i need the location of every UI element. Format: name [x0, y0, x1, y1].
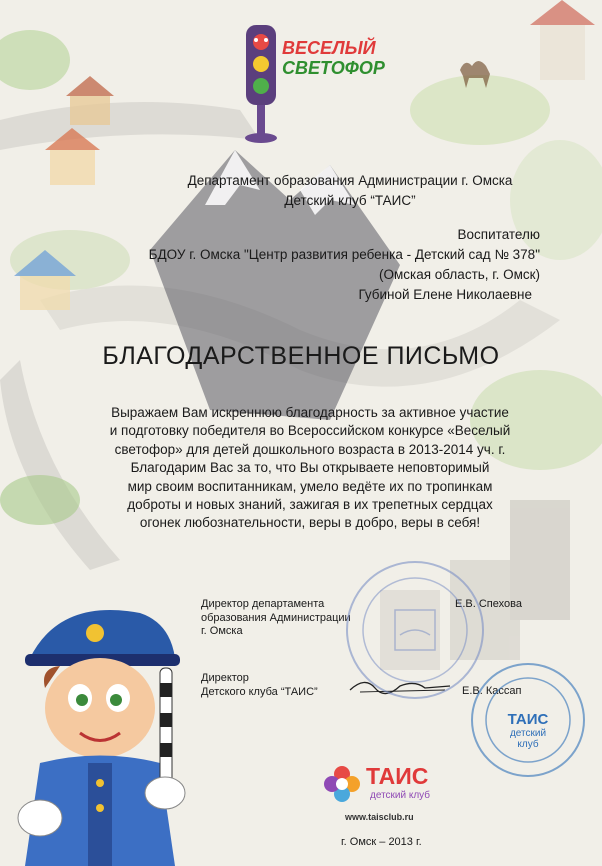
recipient-line4: Губиной Елене Николаевне — [358, 287, 532, 302]
signature-name-2: Е.В. Кассап — [462, 685, 522, 697]
issuer-line2: Детский клуб “ТАИС” — [284, 193, 416, 208]
signature-block-1 — [201, 598, 351, 639]
body-line1: Выражаем Вам искреннюю благодарность за активное участие — [111, 405, 509, 420]
signature-name-1: Е.В. Спехова — [455, 598, 522, 610]
footer-brand-sub: детский клуб — [370, 790, 431, 801]
policeman-boy-illustration-icon — [0, 588, 210, 866]
letter-body — [55, 404, 565, 533]
issuer-line1: Департамент образования Администрации г. Омска — [187, 173, 513, 188]
body-line5: мир своим воспитанникам, умело ведёте их по тропинкам — [127, 478, 493, 494]
sig1-line1: Директор департамента — [201, 598, 325, 610]
tais-stamp-text — [498, 712, 558, 750]
tais-flower-logo-icon — [322, 764, 362, 804]
stamp-line2: детский — [509, 728, 547, 739]
document-title: БЛАГОДАРСТВЕННОЕ ПИСЬМО — [102, 342, 500, 370]
sig1-line2: образования Администрации — [201, 611, 351, 624]
stamp-line1: ТАИС — [507, 711, 549, 728]
recipient-line2: БДОУ г. Омска "Центр развития ребенка - Детский сад № 378" — [148, 247, 540, 262]
body-line4: Благодарим Вас за то, что Вы открываете неповторимый — [130, 460, 490, 476]
stamp-line3: клуб — [517, 739, 539, 750]
logo-line2: СВЕТОФОР — [282, 58, 385, 78]
place-date: г. Омск – 2013 г. — [341, 836, 422, 848]
sig1-line3: г. Омска — [201, 625, 243, 637]
recipient-block — [148, 225, 540, 305]
logo-line1: ВЕСЕЛЫЙ — [282, 38, 376, 58]
body-line6: доброты и новых знаний, зажигая в их трепетных сердцах — [127, 497, 493, 513]
body-line2: и подготовку победителя во Всероссийском конкурсе «Веселый — [109, 423, 511, 439]
sig2-line2: Детского клуба “ТАИС” — [201, 685, 318, 698]
recipient-line3: (Омская область, г. Омск) — [379, 267, 540, 282]
sig2-line1: Директор — [201, 672, 249, 684]
issuer-header — [130, 171, 570, 211]
logo-title — [282, 38, 385, 78]
recipient-line1: Воспитателю — [457, 227, 540, 242]
footer-url: www.taisclub.ru — [345, 812, 414, 822]
traffic-light-logo-icon — [228, 20, 288, 150]
body-line7: огонек любознательности, веры в добро, веры в себя! — [139, 515, 481, 531]
signature-block-2 — [201, 672, 318, 699]
footer-brand: ТАИС — [366, 763, 429, 789]
body-line3: светофор» для детей дошкольного возраста в 2013-2014 уч. г. — [114, 441, 506, 457]
